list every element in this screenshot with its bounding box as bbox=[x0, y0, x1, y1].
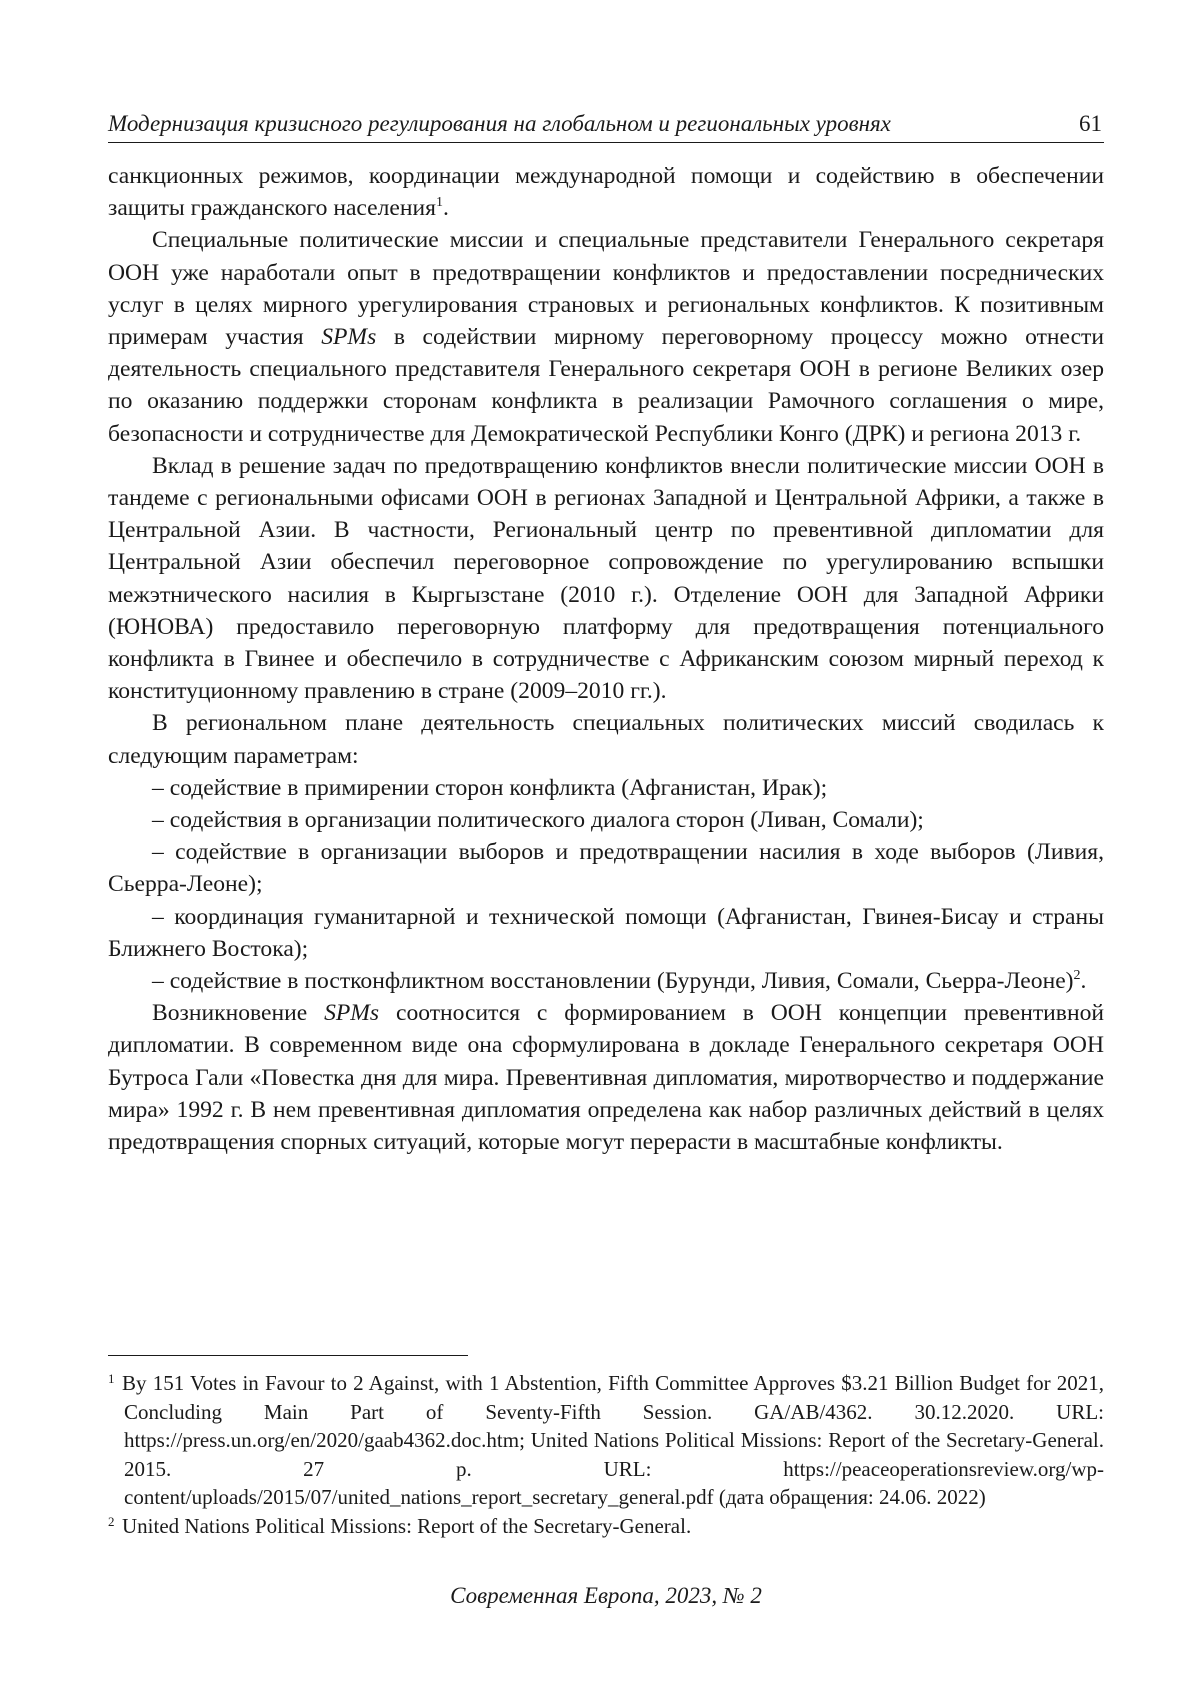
paragraph-tail: . bbox=[443, 195, 449, 222]
italic-term: SPMs bbox=[324, 1000, 380, 1027]
footnote-1: $^1$ By 151 Votes in Favour to 2 Against, with 1 Abstention, Fifth Committee Approves $3.21 Billion Budget for 2021, Concluding Main Part of Seventy-Fifth Session. GA/AB/4362. 30.12.2020. URL: https://press.un.org/en/2020/gaab4362.doc.htm; United Nations Political Missions: Report of the Secretary-General. 2015. 27 p. URL: https://peaceoperationsreview.org/wp-content/uploads/2015/07/united_nations_report_secretary_general.pdf (дата обращения: 24.06. 2022) bbox=[108, 1371, 1104, 1510]
running-head bbox=[108, 106, 1104, 143]
list-item: – содействие в организации выборов и предотвращении насилия в ходе выборов (Ливия, Сьерра-Леоне); bbox=[108, 839, 1104, 898]
journal-footer: Современная Европа, 2023, № 2 bbox=[450, 1583, 762, 1608]
list-item-text: – содействие в постконфликтном восстановлении (Бурунди, Ливия, Сомали, Сьерра-Леоне) bbox=[152, 968, 1074, 995]
footnote-divider bbox=[108, 1355, 468, 1356]
list-item bbox=[108, 965, 1104, 997]
list-item: – координация гуманитарной и технической помощи (Афганистан, Гвинея-Бисау и страны Ближнего Востока); bbox=[108, 903, 1104, 962]
paragraph-text: соотносится с формированием в ООН концепции превентивной дипломатии. В современном виде она сформулирована в докладе Генерального секретаря ООН Бутроса Гали «Повестка дня для мира. Превентивная дипломатия, миротворчество и поддержание мира» 1992 г. В нем превентивная дипломатия определена как набор различных действий в целях предотвращения спорных ситуаций, которые могут перерасти в масштабные конфликты. bbox=[108, 1000, 1104, 1156]
italic-term: SPMs bbox=[321, 324, 377, 351]
footnote-text: United Nations Political Missions: Report of the Secretary-General. bbox=[122, 1513, 692, 1538]
main-text bbox=[108, 160, 1104, 1158]
footnote-ref-1[interactable]: 1 bbox=[436, 195, 443, 211]
list-item: – содействия в организации политического диалога сторон (Ливан, Сомали); bbox=[152, 807, 924, 834]
paragraph-text: Возникновение bbox=[152, 1000, 325, 1027]
footnote-2: $^2$ United Nations Political Missions: Report of the Secretary-General. bbox=[108, 1513, 692, 1538]
paragraph bbox=[108, 997, 1104, 1158]
paragraph: В региональном плане деятельность специальных политических миссий сводилась к следующим параметрам: bbox=[108, 710, 1104, 769]
document-page bbox=[108, 0, 1104, 1694]
footnote-text: By 151 Votes in Favour to 2 Against, with 1 Abstention, Fifth Committee Approves $3.21 Billion Budget for 2021, Concluding Main Part of Seventy-Fifth Session. GA/AB/4362. 30.12.2020. URL: https://press.un.org/en/2020/gaab4362.doc.htm; United Nations Political Missions: Report of the Secretary-General. 2015. 27 p. URL: https://peaceoperationsreview.org/wp-content/uploads/2015/07/united_nations_report_secretary_general.pdf (дата обращения: 24.06. 2022) bbox=[122, 1371, 1104, 1510]
paragraph: Вклад в решение задач по предотвращению конфликтов внесли политические миссии ООН в тандеме с региональными офисами ООН в регионах Западной и Центральной Африки, а также в Центральной Азии. В частности, Региональный центр по превентивной дипломатии для Центральной Азии обеспечил переговорное сопровождение по урегулированию вспышки межэтнического насилия в Кыргызстане (2010 г.). Отделение ООН для Западной Африки (ЮНОВА) предоставило переговорную платформу для предотвращения потенциального конфликта в Гвинее и обеспечило в сотрудничестве с Африканским союзом мирный переход к конституционному правлению в стране (2009–2010 гг.). bbox=[108, 452, 1104, 705]
paragraph-text: в содействии мирному переговорному процессу можно отнести деятельность специального представителя Генерального секретаря ООН в регионе Великих озер по оказанию поддержки сторонам конфликта в реализации Рамочного соглашения о мире, безопасности и сотрудничестве для Демократической Республики Конго (ДРК) и региона 2013 г. bbox=[108, 324, 1104, 447]
list-item-tail: . bbox=[1080, 968, 1087, 995]
running-title: Модернизация кризисного регулирования на глобальном и региональных уровнях bbox=[108, 111, 891, 136]
page-number: 61 bbox=[1079, 111, 1102, 136]
paragraph-text: санкционных режимов, координации международной помощи и содействию в обеспечении защиты гражданского населения bbox=[108, 163, 1104, 222]
paragraph-continuation bbox=[108, 160, 1104, 224]
footnotes bbox=[108, 1369, 1104, 1541]
paragraph bbox=[108, 224, 1104, 449]
paragraph-text: Специальные политические миссии и специальные представители Генерального секретаря ООН уже наработали опыт в предотвращении конфликтов и предоставлении посреднических услуг в целях мирного урегулирования страновых и региональных конфликтов. К позитивным примерам участия bbox=[108, 227, 1104, 351]
footnote-ref-2[interactable]: 2 bbox=[1073, 968, 1081, 984]
list-item: – содействие в примирении сторон конфликта (Афганистан, Ирак); bbox=[152, 774, 828, 801]
